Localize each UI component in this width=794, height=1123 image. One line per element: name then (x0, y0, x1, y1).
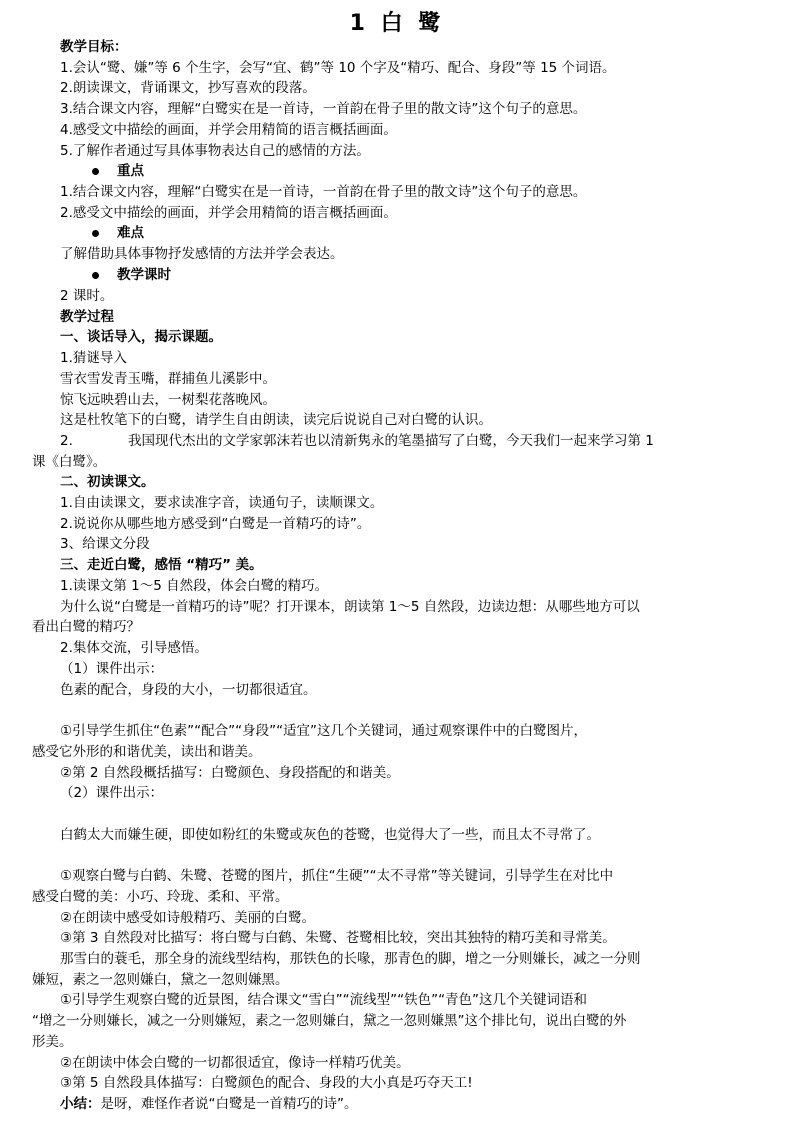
riddle-line: 惊飞远映碧山去，一树梨花落晚风。 (60, 392, 276, 408)
key-heading: 重点 (92, 161, 144, 181)
goal-item: 4.感受文中描绘的画面，并学会用精简的语言概括画面。 (60, 122, 397, 138)
guide-line: ②第 2 自然段概括描写：白鹭颜色、身段搭配的和谐美。 (60, 765, 400, 781)
section-2-item: 1.自由读课文，要求读准字音，读通句子，读顺课文。 (60, 495, 384, 511)
hours-text: 2 课时。 (60, 288, 114, 304)
section-1-item-2-cont: 课《白鹭》。 (32, 454, 107, 470)
section-1-item-2: 我国现代杰出的文学家郭沫若也以清新隽永的笔墨描写了白鹭，今天我们一起来学习第 1 (128, 433, 654, 449)
bullet-icon (92, 272, 99, 279)
goal-item: 2.朗读课文，背诵课文，抄写喜欢的段落。 (60, 80, 316, 96)
section-3-question: 为什么说“白鹭是一首精巧的诗”呢？打开课本，朗读第 1～5 自然段，边读边想：从哪些地方可以 (60, 599, 640, 615)
guide-line: ②在朗读中体会白鹭的一切都很适宜，像诗一样精巧优美。 (60, 1055, 410, 1071)
riddle-line: 雪衣雪发青玉嘴，群捕鱼儿溪影中。 (60, 371, 276, 387)
bullet-icon (92, 168, 99, 175)
summary-label: 小结： (60, 1096, 101, 1112)
guide-line-cont: 形美。 (32, 1034, 73, 1050)
hours-heading: 教学课时 (92, 265, 171, 285)
section-1-item-2-num: 2. (60, 433, 73, 449)
text-excerpt-cont: 嫌短，素之一忽则嫌白，黛之一忽则嫌黑。 (32, 972, 289, 988)
section-2-heading: 二、初读课文。 (60, 474, 155, 490)
section-3-item: 1.读课文第 1～5 自然段，体会白鹭的精巧。 (60, 578, 329, 594)
guide-line: ②在朗读中感受如诗般精巧、美丽的白鹭。 (60, 910, 316, 926)
goal-item: 1.会认“鹭、嫌”等 6 个生字，会写“宜、鹤”等 10 个字及“精巧、配合、身段”等 15 个词语。 (60, 60, 616, 76)
section-3-heading: 三、走近白鹭，感悟 “精巧” 美。 (60, 557, 263, 573)
summary-text: 是呀，难怪作者说“白鹭是一首精巧的诗”。 (100, 1096, 358, 1112)
section-3-item: 2.集体交流，引导感悟。 (60, 640, 208, 656)
guide-line: ①观察白鹭与白鹤、朱鹭、苍鹭的图片，抓住“生硬”“太不寻常”等关键词，引导学生在对比中 (60, 868, 614, 884)
courseware-text: 色素的配合，身段的大小，一切都很适宜。 (60, 682, 317, 698)
bullet-icon (92, 230, 99, 237)
guide-line-cont: “增之一分则嫌长，减之一分则嫌短，素之一忽则嫌白，黛之一忽则嫌黑”这个排比句，说出白鹭的外 (32, 1013, 627, 1029)
guide-line-cont: 感受白鹭的美：小巧、玲珑、柔和、平常。 (32, 889, 289, 905)
process-heading: 教学过程 (60, 309, 114, 325)
section-1-text: 这是杜牧笔下的白鹭，请学生自由朗读，读完后说说自己对白鹭的认识。 (60, 412, 492, 428)
guide-line: ①引导学生抓住“色素”“配合”“身段”“适宜”这几个关键词，通过观察课件中的白鹭图片， (60, 723, 588, 739)
goal-item: 5.了解作者通过写具体事物表达自己的感情的方法。 (60, 143, 370, 159)
lesson-title: 1 白 鹭 (349, 11, 445, 36)
section-1-item: 1.猜谜导入 (60, 350, 127, 366)
difficulty-text: 了解借助具体事物抒发感情的方法并学会表达。 (60, 246, 344, 262)
guide-line: ①引导学生观察白鹭的近景图，结合课文“雪白”“流线型”“铁色”“青色”这几个关键词语和 (60, 992, 588, 1008)
courseware-label: （2）课件出示： (60, 785, 164, 801)
key-item: 1.结合课文内容，理解“白鹭实在是一首诗，一首韵在骨子里的散文诗”这个句子的意思。 (60, 184, 587, 200)
section-3-question-cont: 看出白鹭的精巧？ (32, 619, 140, 635)
section-2-item: 2.说说你从哪些地方感受到“白鹭是一首精巧的诗”。 (60, 516, 371, 532)
guide-line: ③第 5 自然段具体描写：白鹭颜色的配合、身段的大小真是巧夺天工! (60, 1075, 473, 1091)
section-1-heading: 一、谈话导入，揭示课题。 (60, 329, 222, 345)
key-item: 2.感受文中描绘的画面，并学会用精简的语言概括画面。 (60, 205, 397, 221)
courseware-label: （1）课件出示： (60, 661, 164, 677)
courseware-text: 白鹤太大而嫌生硬，即使如粉红的朱鹭或灰色的苍鹭，也觉得大了一些，而且太不寻常了。 (60, 827, 600, 843)
text-excerpt: 那雪白的蓑毛，那全身的流线型结构，那铁色的长喙，那青色的脚，增之一分则嫌长，减之一分则 (60, 951, 641, 967)
guide-line-cont: 感受它外形的和谐优美，读出和谐美。 (32, 744, 262, 760)
difficulty-heading: 难点 (92, 223, 144, 243)
goal-item: 3.结合课文内容，理解“白鹭实在是一首诗，一首韵在骨子里的散文诗”这个句子的意思。 (60, 101, 587, 117)
summary (60, 1094, 358, 1114)
goals-heading: 教学目标： (60, 39, 128, 55)
section-2-item: 3、给课文分段 (60, 536, 150, 552)
guide-line: ③第 3 自然段对比描写：将白鹭与白鹤、朱鹭、苍鹭相比较，突出其独特的精巧美和寻常美。 (60, 930, 616, 946)
